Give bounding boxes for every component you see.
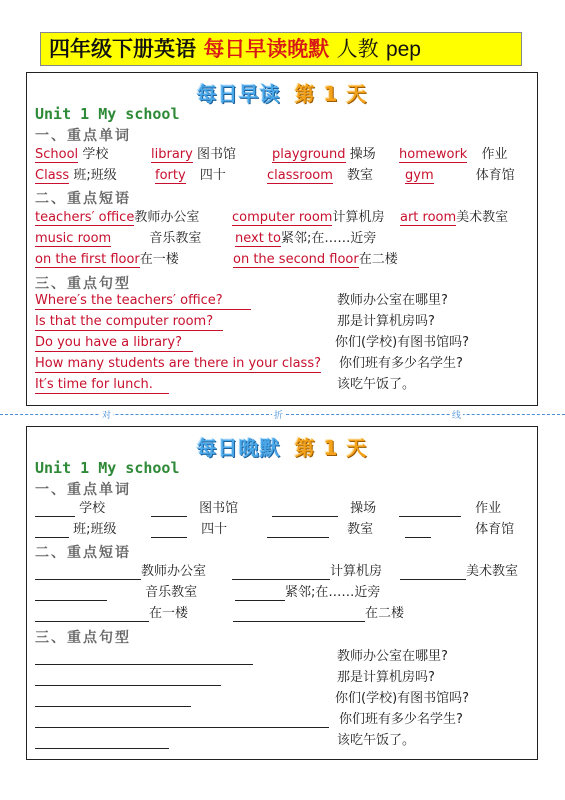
section-words: 一、重点单词: [35, 128, 131, 144]
evening-title: 每日晚默 第 1 天: [196, 436, 368, 460]
word-blank[interactable]: 四十: [151, 522, 227, 538]
word-blank[interactable]: 学校: [35, 501, 105, 517]
word-blank[interactable]: 体育馆: [405, 522, 514, 538]
word-blank[interactable]: 操场: [272, 501, 376, 517]
word-blank[interactable]: 作业: [399, 501, 501, 517]
phrase-blank[interactable]: 计算机房: [232, 564, 382, 580]
sentence-blank[interactable]: [35, 670, 221, 686]
sentence-en: Do you have a library?: [35, 335, 193, 352]
section-phrases: 二、重点短语: [35, 191, 131, 207]
sentence-en: Where′s the teachers′ office?: [35, 293, 251, 310]
banner-publisher: 人教: [336, 37, 379, 61]
banner-grade: 四年级下册英语: [49, 36, 196, 61]
banner-edition: pep: [385, 38, 421, 61]
word-item: playground 操场: [272, 147, 376, 162]
unit-heading: Unit 1 My school: [35, 105, 180, 123]
banner-daily-reading: 每日早读晚默: [203, 36, 330, 61]
word-item: gym 体育馆: [405, 168, 515, 183]
sentence-en: Is that the computer room?: [35, 314, 223, 331]
word-item: Class 班;班级: [35, 168, 117, 183]
sentence-blank[interactable]: [35, 691, 191, 707]
sentence-blank[interactable]: [35, 649, 253, 665]
word-item: forty 四十: [155, 168, 226, 183]
phrase-blank[interactable]: 音乐教室: [35, 585, 197, 601]
sentence-en: How many students are there in your class?: [35, 356, 321, 371]
word-item: School 学校: [35, 147, 109, 162]
fold-label: 对: [100, 408, 113, 421]
sentence-zh: 你们班有多少名学生?: [339, 356, 463, 371]
section-words: 一、重点单词: [35, 482, 131, 498]
phrase-item: art room美术教室: [400, 210, 509, 225]
phrase-item: next to紧邻;在……近旁: [235, 231, 377, 246]
sentence-en: It′s time for lunch.: [35, 377, 169, 394]
morning-reading-panel: [26, 72, 538, 406]
fold-label: 线: [450, 408, 463, 421]
section-sentences: 三、重点句型: [35, 276, 131, 292]
phrase-blank[interactable]: 紧邻;在……近旁: [235, 585, 380, 601]
sentence-zh: 你们(学校)有图书馆吗?: [335, 691, 470, 706]
sentence-zh: 该吃午饭了。: [337, 733, 416, 748]
word-blank[interactable]: 图书馆: [151, 501, 238, 517]
evening-day: 第 1 天: [294, 436, 368, 460]
sentence-zh: 那是计算机房吗?: [337, 670, 435, 685]
sentence-zh: 你们班有多少名学生?: [339, 712, 463, 727]
sentence-blank[interactable]: [35, 712, 329, 728]
word-item: homework 作业: [399, 147, 508, 162]
phrase-blank[interactable]: 教师办公室: [35, 564, 206, 580]
section-sentences: 三、重点句型: [35, 630, 131, 646]
sentence-zh: 那是计算机房吗?: [337, 314, 435, 329]
sentence-zh: 该吃午饭了。: [337, 377, 416, 392]
phrase-blank[interactable]: 美术教室: [400, 564, 518, 580]
word-blank[interactable]: 教室: [267, 522, 373, 538]
phrase-item: teachers′ office教师办公室: [35, 210, 200, 225]
sentence-blank[interactable]: [35, 733, 169, 749]
unit-heading: Unit 1 My school: [35, 459, 180, 477]
phrase-blank[interactable]: 在一楼: [35, 606, 188, 622]
fold-label: 折: [272, 408, 285, 421]
sentence-zh: 教师办公室在哪里?: [337, 649, 448, 664]
phrase-item: music room 音乐教室: [35, 231, 202, 246]
sentence-zh: 教师办公室在哪里?: [337, 293, 448, 308]
phrase-item: on the second floor在二楼: [233, 252, 398, 267]
evening-dictation-panel: [26, 426, 538, 760]
phrase-item: computer room计算机房: [232, 210, 385, 225]
section-phrases: 二、重点短语: [35, 545, 131, 561]
phrase-item: on the first floor在一楼: [35, 252, 179, 267]
word-blank[interactable]: 班;班级: [35, 522, 117, 538]
word-item: library 图书馆: [151, 147, 236, 162]
page-banner: [40, 32, 522, 66]
morning-day: 第 1 天: [294, 82, 368, 106]
morning-title: 每日早读 第 1 天: [196, 82, 368, 106]
phrase-blank[interactable]: 在二楼: [233, 606, 404, 622]
word-item: classroom 教室: [267, 168, 374, 183]
sentence-zh: 你们(学校)有图书馆吗?: [335, 335, 470, 350]
